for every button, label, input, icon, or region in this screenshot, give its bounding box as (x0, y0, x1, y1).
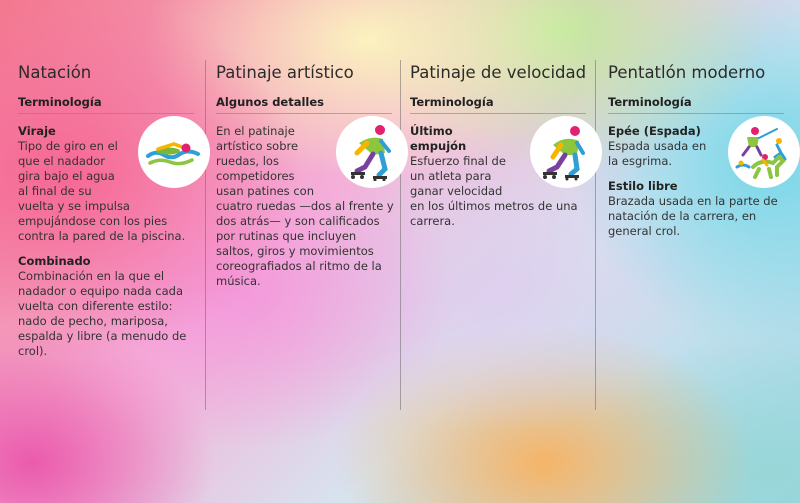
section-heading: Algunos detalles (216, 95, 392, 114)
swimmer-icon (138, 116, 210, 188)
term-description: Esfuerzo final de un atleta para ganar velocidad en los últimos metros de una carrera. (410, 154, 578, 228)
term-label: Combinado (18, 254, 91, 268)
term-description: Combinación en la que el nadador o equipo nada cada vuelta con diferente estilo: nado de pecho, mariposa, espalda y libre (a menudo de crol). (18, 269, 187, 358)
section-heading: Terminología (608, 95, 784, 114)
pentathlon-icon (728, 116, 800, 188)
term-label: Último empujón (410, 124, 467, 153)
column-divider (205, 60, 206, 410)
section-heading: Terminología (18, 95, 194, 114)
speed-skater-icon (530, 116, 602, 188)
term-description: Tipo de giro en el que el nadador gira bajo el agua al final de su vuelta y se impulsa empujándose con los pies contra la pared de la piscina. (18, 139, 186, 243)
column-patinaje-velocidad (410, 60, 590, 239)
column-natacion (18, 60, 198, 369)
term-description: Brazada usada en la parte de natación de la carrera, en general crol. (608, 194, 778, 238)
column-divider (400, 60, 401, 410)
column-title: Patinaje artístico (216, 63, 354, 82)
column-divider (595, 60, 596, 410)
term-label: Estilo libre (608, 179, 678, 193)
column-title: Pentatlón moderno (608, 63, 766, 82)
term-description: Espada usada en la esgrima. (608, 139, 707, 168)
skater-icon (336, 116, 408, 188)
column-patinaje-artistico (216, 60, 396, 299)
column-title: Natación (18, 63, 92, 82)
term-label: Viraje (18, 124, 56, 138)
detail-text: En el patinaje artístico sobre ruedas, los competidores usan patines con cuatro ruedas —dos al frente y dos atrás— y son calificados por rutinas que incluyen saltos, giros y movimientos coreografiados al ritmo de la música. (216, 124, 394, 288)
column-pentatlon-moderno (608, 60, 788, 249)
term-label: Epée (Espada) (608, 124, 701, 138)
column-title: Patinaje de velocidad (410, 63, 587, 82)
section-heading: Terminología (410, 95, 586, 114)
